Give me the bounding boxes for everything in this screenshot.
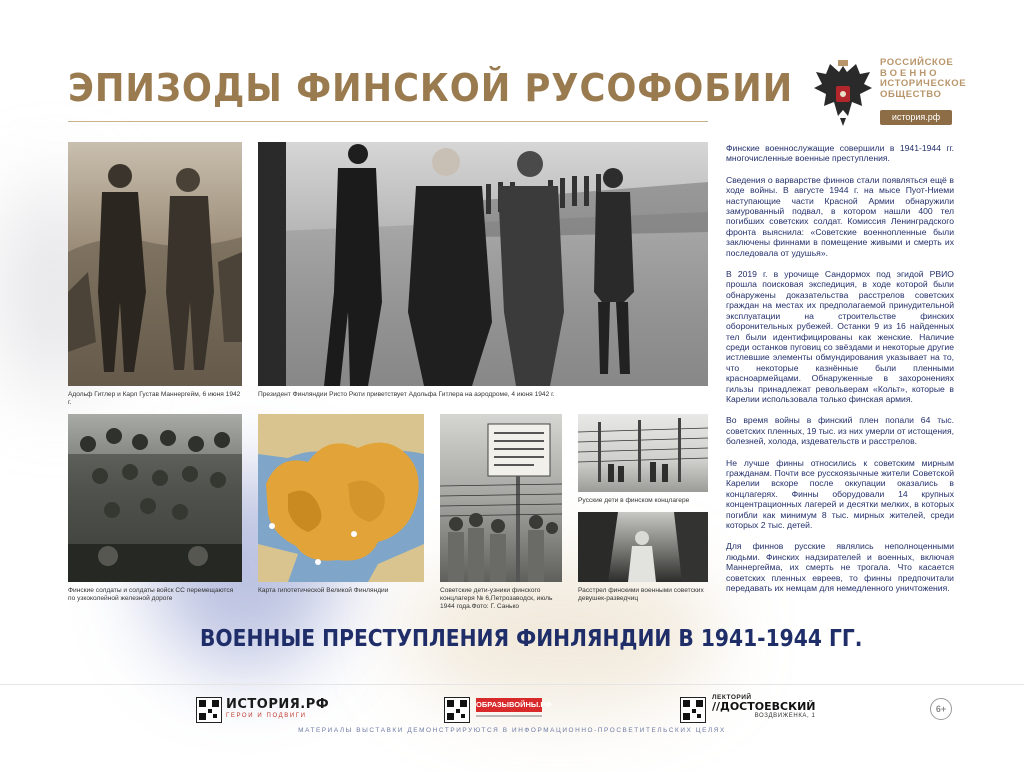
photo-6-caption: Русские дети в финском концлагере (578, 497, 690, 504)
partner-istoria-name: ИСТОРИЯ.РФ (226, 697, 330, 712)
partner-dostoevsky-address: ВОЗДВИЖЕНКА, 1 (754, 713, 816, 719)
photo-children-camp-6 (440, 414, 562, 582)
partner-istoria-logo[interactable] (226, 697, 329, 719)
section-subtitle: ВОЕННЫЕ ПРЕСТУПЛЕНИЯ ФИНЛЯНДИИ В 1941-1944 ГГ. (200, 626, 863, 652)
photo-1-caption: Адольф Гитлер и Карл Густав Маннергейм, 6 июня 1942 г. (68, 391, 241, 406)
photo-3-caption: Финские солдаты и солдаты войск СС перемещаются по узкоколейной железной дороге (68, 587, 234, 602)
photo-5-caption: Советские дети-узники финского концлагеря № 6,Петрозаводск, июль 1944 года.Фото: Г. Санько (440, 587, 553, 610)
photo-2-caption: Президент Финляндии Ристо Рюти приветствует Адольфа Гитлера на аэродроме, 4 июня 1942 г. (258, 391, 555, 398)
paragraph-6: Для финнов русские являлись неполноценными людьми. Финских надзирателей и военных, включая Маннергейма, их смерть не трогала. Что касается советских пленных евреев, то финны предпочитали передавать их немцам для немедленного уничтожения. (726, 541, 954, 594)
rvio-logo (812, 57, 967, 128)
paragraph-3: В 2019 г. в урочище Сандормох под эгидой РВИО прошла поисковая экспедиция, в ходе которой были обнаружены доказательства расстрелов советских граждан на местах их предполагаемой принудительной эксплуатации на строительстве финских оборонительных рубежей. Останки 9 из 16 найденных тел были идентифицированы как женские. Наличие среди останков пуговиц со звёздами и некоторые другие истлевшие элементы обмундирования указывает на то, что некоторые казнённые были пленными красноармейцами. Обнаруженные в захоронениях гильзы принадлежат револьверам «Кольт», которые в Карелии использовала только финская армия. (726, 269, 954, 404)
map-greater-finland (258, 414, 424, 582)
age-rating-badge (930, 698, 952, 720)
paragraph-2: Сведения о варварстве финнов стали появляться ещё в ходе войны. В августе 1944 г. на мысе Пуот-Ниеми наступающие части Красной Армии обнаружили замурованный подвал, в котором нашли 400 тел погибших советских солдат. Комиссия Ленинградского фронта выяснила: «Советские военнопленные были заключены финнами в помещение живыми и смерть их последовала от удушья». (726, 174, 954, 258)
partner-dostoevsky-pre: ЛЕКТОРИЙ (712, 694, 752, 701)
partner-istoria-tagline: ГЕРОИ И ПОДВИГИ (226, 713, 307, 719)
photo-execution-scouts (578, 512, 708, 582)
paragraph-4: Во время войны в финский плен попали 64 тыс. советских пленных, 19 тыс. из них умерли от истощения, болезней, холода, издевательств и расстрелов. (726, 415, 954, 447)
partner-obrazy-tagline-bar (476, 715, 542, 717)
photo-russian-children-camp (578, 414, 708, 492)
qr-code-dostoevsky[interactable] (680, 697, 706, 723)
body-text (726, 143, 954, 604)
photo-ryti-hitler (258, 142, 708, 386)
title-underline (68, 121, 708, 122)
logo-line-4: ОБЩЕСТВО (880, 88, 942, 100)
qr-code-obrazy[interactable] (444, 697, 470, 723)
age-rating-text: 6+ (935, 704, 947, 714)
page-title: ЭПИЗОДЫ ФИНСКОЙ РУСОФОБИИ (68, 66, 794, 110)
footer-divider (0, 684, 1024, 685)
photo-7-caption: Расстрел финскими военными советских девушек-разведчиц (578, 587, 704, 602)
partner-obrazy-logo[interactable] (476, 698, 552, 712)
photo-4-caption: Карта гипотетической Великой Финляндии (258, 587, 389, 594)
photo-hitler-mannerheim (68, 142, 242, 386)
photo-soldiers-railway (68, 414, 242, 582)
paragraph-1: Финские военнослужащие совершили в 1941-1944 гг. многочисленные военные преступления. (726, 143, 954, 164)
exhibition-disclaimer: МАТЕРИАЛЫ ВЫСТАВКИ ДЕМОНСТРИРУЮТСЯ В ИНФОРМАЦИОННО-ПРОСВЕТИТЕЛЬСКИХ ЦЕЛЯХ (298, 727, 726, 734)
logo-site-badge: история.рф (880, 110, 952, 125)
logo-line-1: РОССИЙСКОЕ (880, 57, 954, 68)
qr-code-istoria[interactable] (196, 697, 222, 723)
partner-obrazy-name: ОБРАЗЫВОЙНЫ.РФ (476, 700, 552, 709)
logo-line-3: ИСТОРИЧЕСКОЕ (880, 78, 967, 89)
logo-line-2: ВОЕННО (880, 67, 940, 79)
paragraph-5: Не лучше финны относились к советским мирным гражданам. Почти все русскоязычные жители Советской Карелии вскоре после оккупации оказались в концлагерях. Финны оборудовали 14 крупных концентрационных лагерей и десятки мелких, в которых погибли как минимум 8 тыс. мирных жителей, среди которых 2 тыс. детей. (726, 457, 954, 530)
partner-dostoevsky-logo[interactable] (712, 694, 816, 719)
double-headed-eagle-icon (812, 58, 874, 128)
partner-dostoevsky-name: //ДОСТОЕВСКИЙ (712, 700, 816, 713)
